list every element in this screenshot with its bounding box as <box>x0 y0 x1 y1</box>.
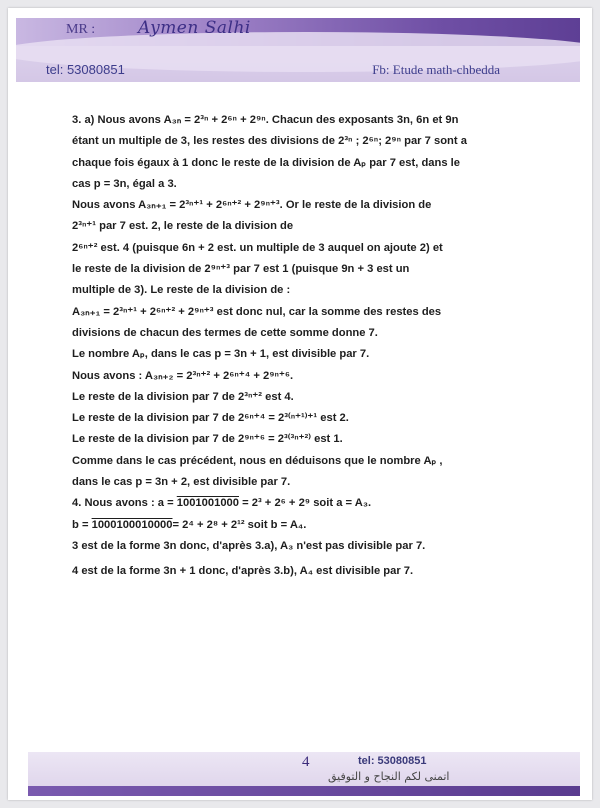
exercise-content <box>72 110 522 583</box>
text-line: 4 est de la forme 3n + 1 donc, d'après 3.b), A₄ est divisible par 7. <box>72 565 414 578</box>
line-b-prefix: b = <box>72 518 92 531</box>
text-line-a <box>72 493 522 514</box>
footer-tel: tel: 53080851 <box>358 755 427 767</box>
text-line: Le reste de la division par 7 de 2³ⁿ⁺² est 4. <box>72 390 294 403</box>
text-line: A₃ₙ₊₁ = 2³ⁿ⁺¹ + 2⁶ⁿ⁺² + 2⁹ⁿ⁺³ est donc nul, car la somme des restes des <box>72 305 442 318</box>
page-footer <box>28 752 580 796</box>
text-line: Nous avons A₃ₙ₊₁ = 2³ⁿ⁺¹ + 2⁶ⁿ⁺² + 2⁹ⁿ⁺³. Or le reste de la division de <box>72 199 432 212</box>
text-line: 2³ⁿ⁺¹ par 7 est. 2, le reste de la division de <box>72 220 294 233</box>
text-line: dans le cas p = 3n + 2, est divisible par 7. <box>72 476 291 489</box>
header-tel: tel: 53080851 <box>46 62 125 77</box>
footer-arabic-wish: اتمنى لكم النجاح و التوفيق <box>328 770 450 783</box>
text-line: étant un multiple de 3, les restes des divisions de 2³ⁿ ; 2⁶ⁿ; 2⁹ⁿ par 7 sont a <box>72 135 467 148</box>
text-line: Le reste de la division par 7 de 2⁶ⁿ⁺⁴ = 2³⁽ⁿ⁺¹⁾⁺¹ est 2. <box>72 412 349 425</box>
text-line: cas p = 3n, égal a 3. <box>72 177 177 190</box>
document-page <box>8 8 592 800</box>
text-line: Le reste de la division par 7 de 2⁹ⁿ⁺⁶ = 2³⁽³ⁿ⁺²⁾ est 1. <box>72 433 343 446</box>
text-line: chaque fois égaux à 1 donc le reste de la division de Aₚ par 7 est, dans le <box>72 156 460 169</box>
page-number: 4 <box>302 754 310 770</box>
line-b-suffix: = 2⁴ + 2⁸ + 2¹² soit b = A₄. <box>172 518 307 531</box>
header-facebook: Fb: Etude math-chbedda <box>372 62 500 77</box>
text-line: 3. a) Nous avons A₃ₙ = 2³ⁿ + 2⁶ⁿ + 2⁹ⁿ. Chacun des exposants 3n, 6n et 9n <box>72 114 459 126</box>
text-line: 3 est de la forme 3n donc, d'après 3.a), A₃ n'est pas divisible par 7. <box>72 539 426 552</box>
line-a-suffix: = 2³ + 2⁶ + 2⁹ soit a = A₃. <box>239 497 372 510</box>
text-line: Nous avons : A₃ₙ₊₂ = 2³ⁿ⁺² + 2⁶ⁿ⁺⁴ + 2⁹ⁿ⁺⁶. <box>72 369 294 382</box>
text-line: le reste de la division de 2⁹ⁿ⁺³ par 7 est 1 (puisque 9n + 3 est un <box>72 263 410 276</box>
text-line: Le nombre Aₚ, dans le cas p = 3n + 1, est divisible par 7. <box>72 348 370 361</box>
header-mr: MR : <box>66 22 96 37</box>
author-signature: Aymen Salhi <box>138 18 251 38</box>
text-line: divisions de chacun des termes de cette somme donne 7. <box>72 326 378 339</box>
text-line: Comme dans le cas précédent, nous en déduisons que le nombre Aₚ , <box>72 454 443 467</box>
line-a-prefix: 4. Nous avons : a = <box>72 497 177 510</box>
text-line: 2⁶ⁿ⁺² est. 4 (puisque 6n + 2 est. un multiple de 3 auquel on ajoute 2) et <box>72 241 443 254</box>
footer-band <box>28 786 580 796</box>
page-header <box>16 18 580 82</box>
text-line: multiple de 3). Le reste de la division de : <box>72 284 291 297</box>
binary-b: 1000100010000 <box>91 518 173 531</box>
binary-a: 1001001000 <box>176 497 239 510</box>
text-line-b <box>72 515 522 536</box>
